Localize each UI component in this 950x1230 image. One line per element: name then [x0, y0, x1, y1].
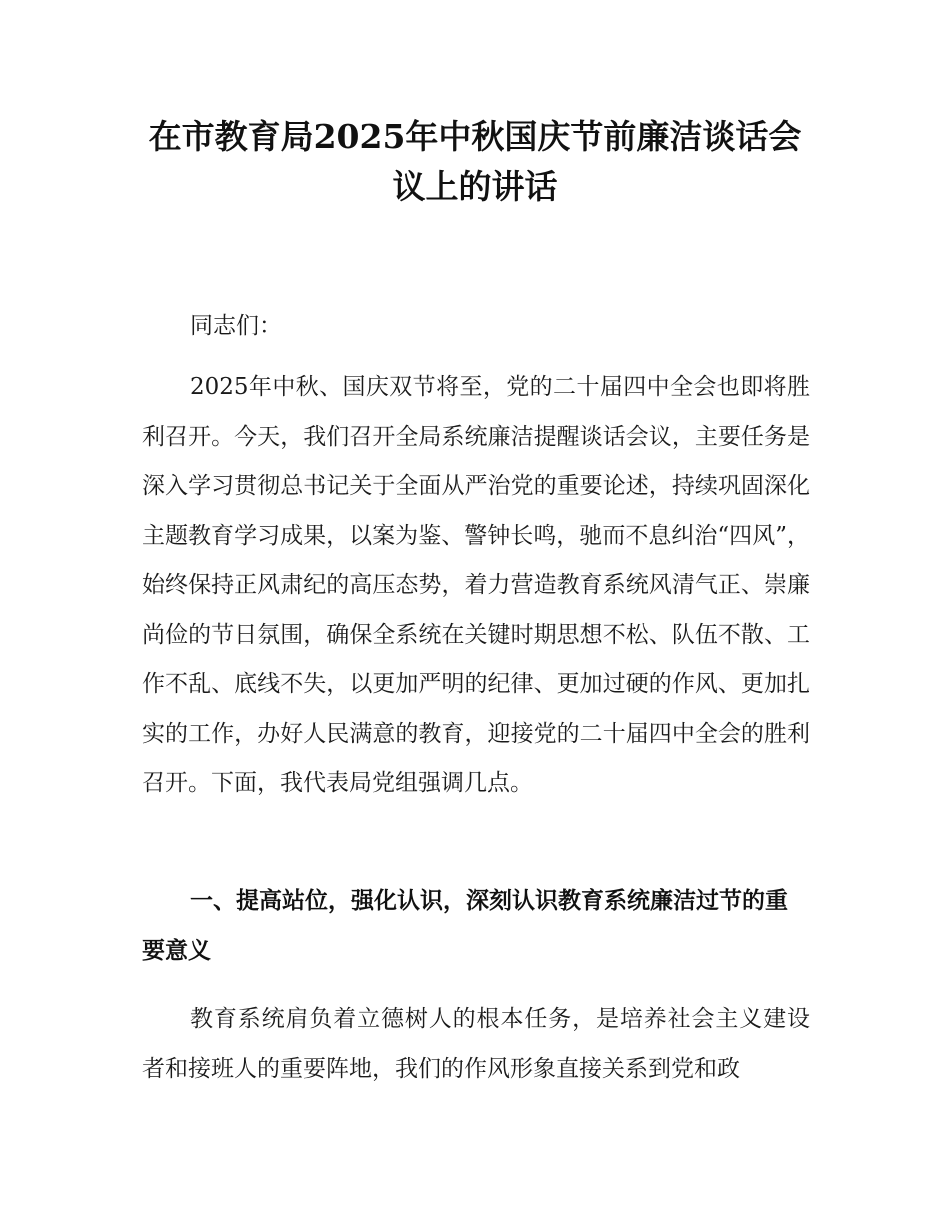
document-title: 在市教育局2025年中秋国庆节前廉洁谈话会议上的讲话	[148, 117, 802, 206]
greeting: 同志们：	[190, 313, 282, 339]
body-paragraph: 教育系统肩负着立德树人的根本任务，是培养社会主义建设者和接班人的重要阵地，我们的作风形象直接关系到党和政	[142, 1006, 810, 1082]
section-heading: 一、提高站位，强化认识，深刻认识教育系统廉洁过节的重要意义	[142, 888, 788, 964]
body-paragraph: 2025年中秋、国庆双节将至，党的二十届四中全会也即将胜利召开。今天，我们召开全局系统廉洁提醒谈话会议，主要任务是深入学习贯彻总书记关于全面从严治党的重要论述，持续巩固深化主题教育学习成果，以案为鉴、警钟长鸣，驰而不息纠治“四风”，始终保持正风肃纪的高压态势，着力营造教育系统风清气正、崇廉尚俭的节日氛围，确保全系统在关键时期思想不松、队伍不散、工作不乱、底线不失，以更加严明的纪律、更加过硬的作风、更加扎实的工作，办好人民满意的教育，迎接党的二十届四中全会的胜利召开。下面，我代表局党组强调几点。	[142, 374, 810, 796]
